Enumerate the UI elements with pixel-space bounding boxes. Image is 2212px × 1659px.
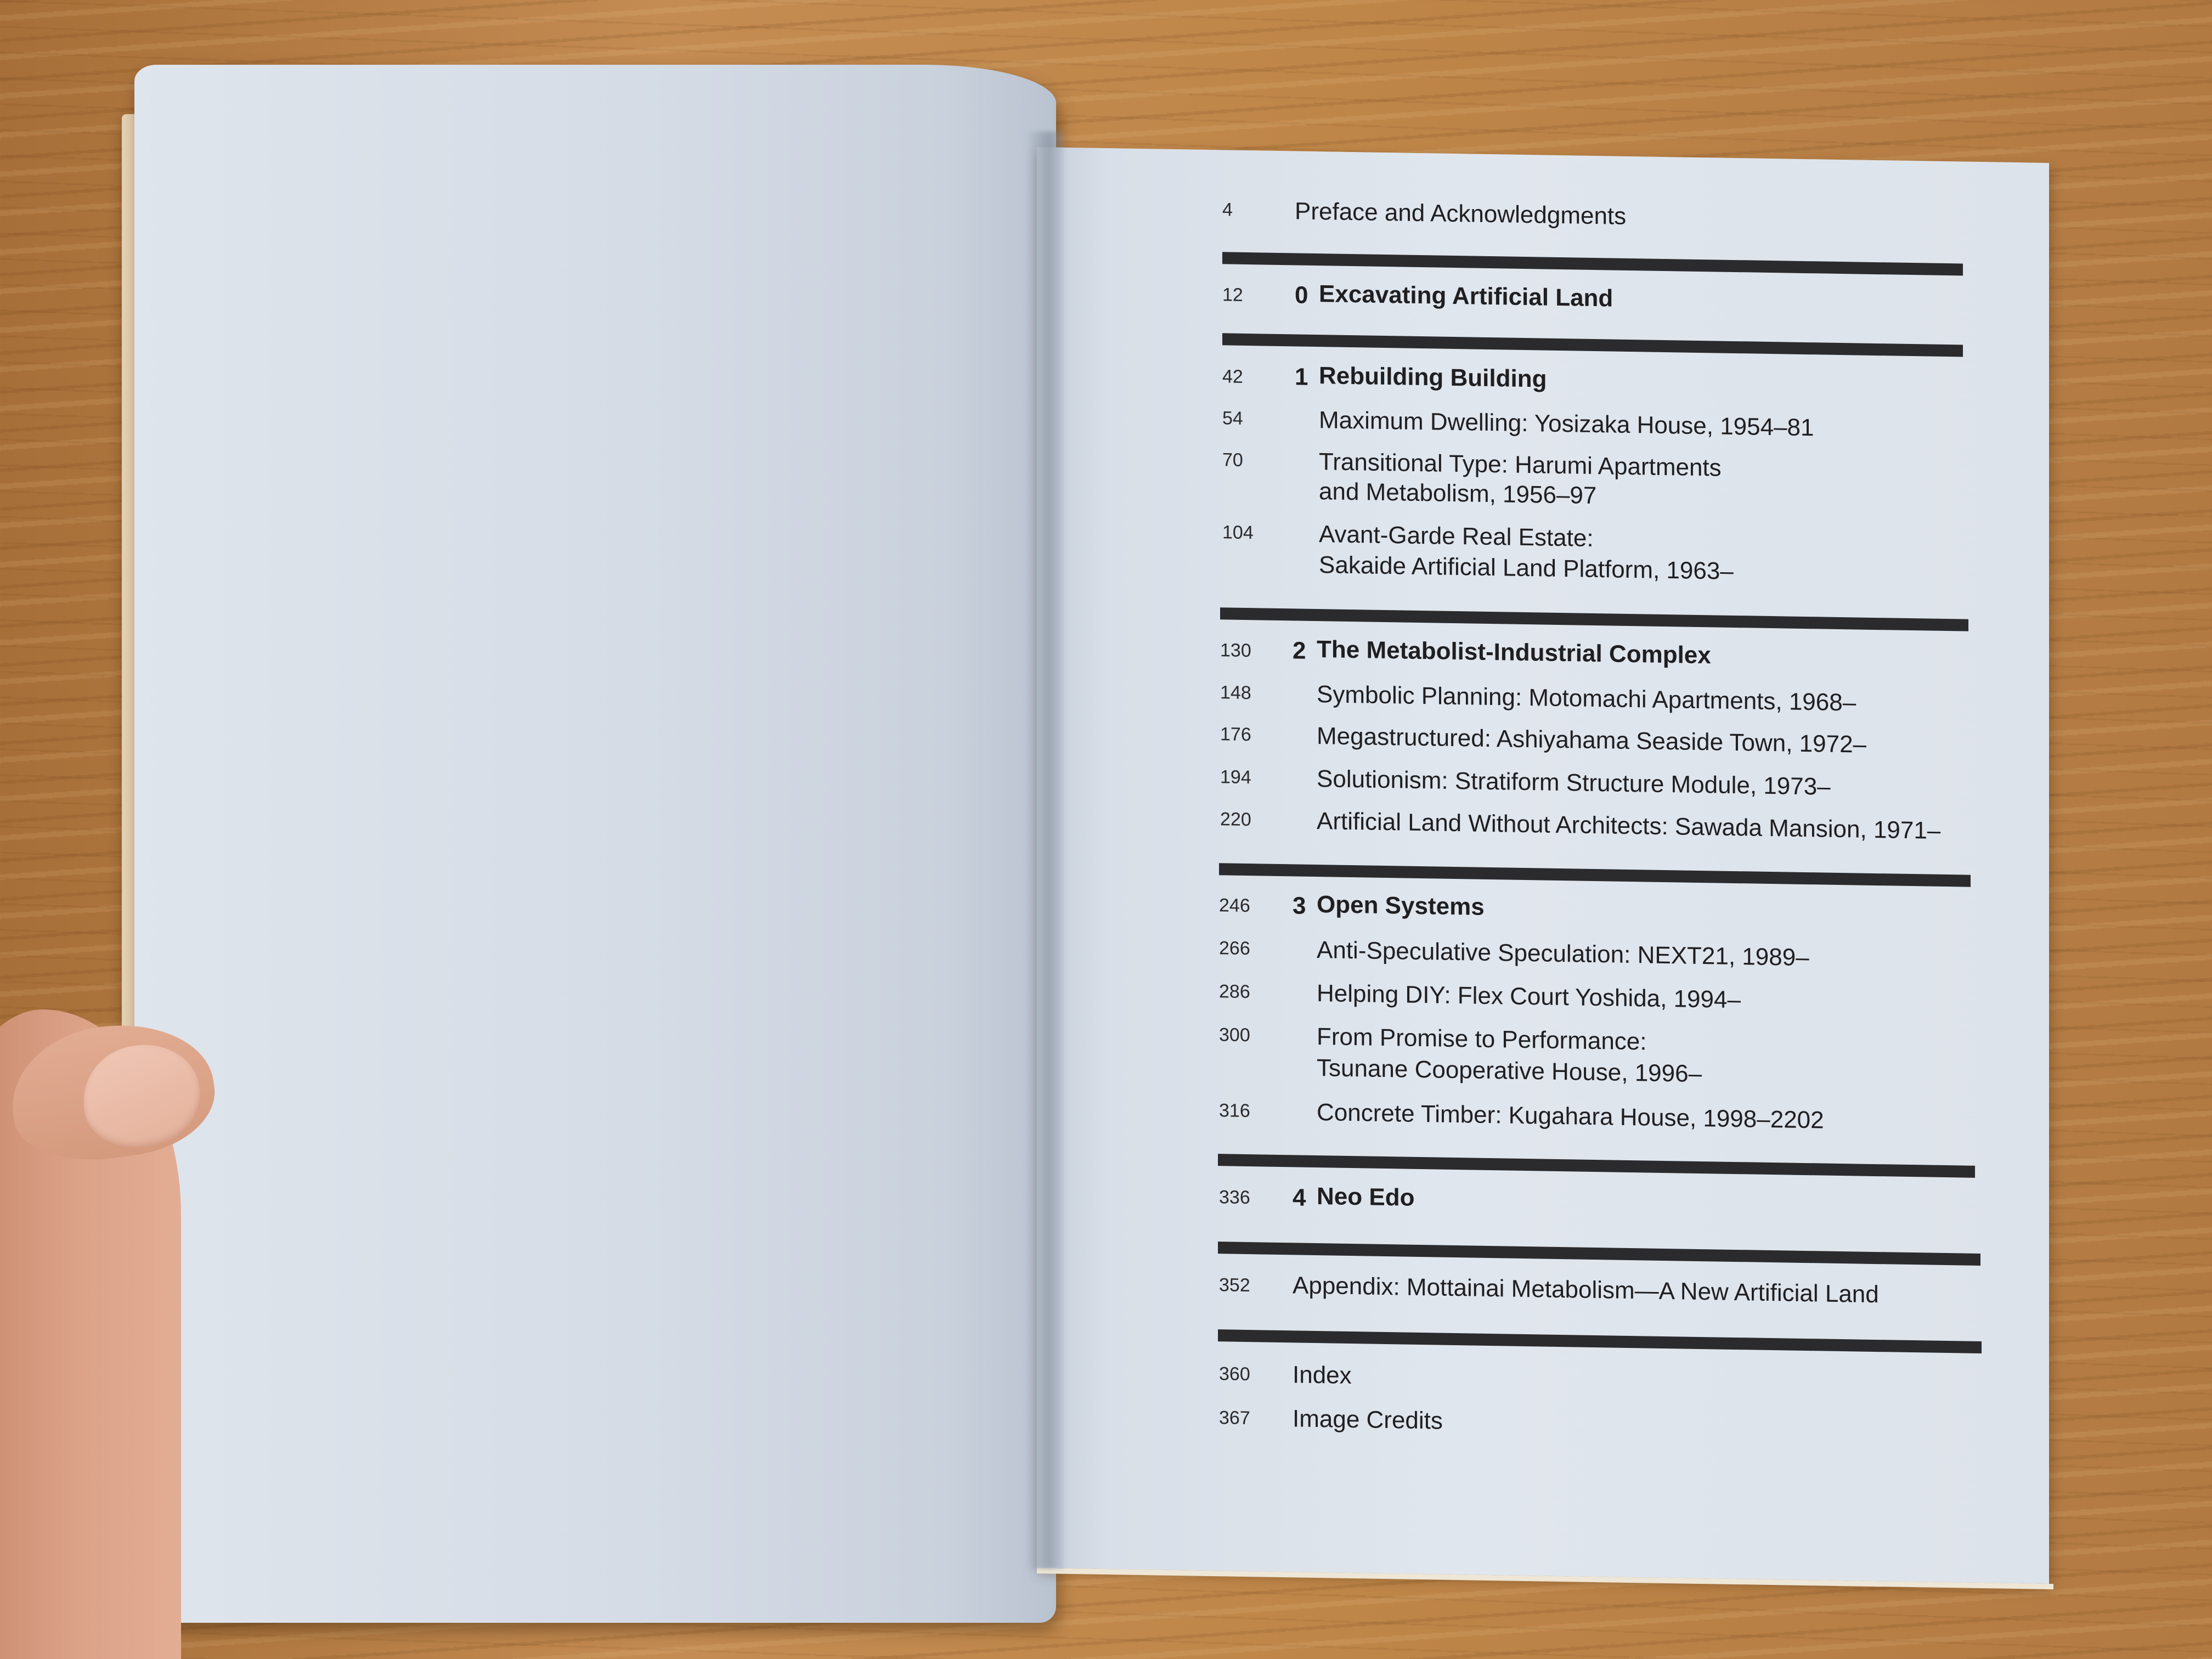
chapter-0-page-number: 12 bbox=[1222, 284, 1243, 306]
entry-page-number: 148 bbox=[1220, 682, 1251, 704]
chapter-3-title: Open Systems bbox=[1317, 891, 1485, 921]
section-divider bbox=[1219, 863, 1971, 887]
entry-title: Anti-Speculative Speculation: NEXT21, 1989– bbox=[1317, 936, 1809, 972]
chapter-2-number: 2 bbox=[1293, 637, 1306, 664]
credits-title: Image Credits bbox=[1293, 1405, 1443, 1435]
entry-title: Avant-Garde Real Estate: bbox=[1319, 521, 1594, 552]
book-gutter-shadow bbox=[1026, 132, 1064, 1569]
entry-title: Transitional Type: Harumi Apartments bbox=[1319, 448, 1722, 482]
entry-page-number: 176 bbox=[1220, 724, 1251, 746]
section-divider bbox=[1222, 333, 1963, 357]
contents-page bbox=[1037, 147, 2049, 1584]
entry-title: Artificial Land Without Architects: Sawada Mansion, 1971– bbox=[1317, 808, 1941, 844]
entry-page-number: 104 bbox=[1222, 522, 1254, 544]
entry-title: Megastructured: Ashiyahama Seaside Town, 1972– bbox=[1317, 723, 1867, 758]
chapter-3-number: 3 bbox=[1293, 892, 1306, 919]
chapter-1-page-number: 42 bbox=[1222, 366, 1243, 387]
entry-title: Solutionism: Stratiform Structure Module, 1973– bbox=[1317, 765, 1831, 800]
entry-title-continued: Sakaide Artificial Land Platform, 1963– bbox=[1319, 551, 1734, 585]
chapter-0-number: 0 bbox=[1295, 281, 1308, 309]
entry-page-number: 220 bbox=[1220, 809, 1251, 831]
section-divider bbox=[1220, 607, 1968, 631]
entry-page-number: 286 bbox=[1219, 981, 1250, 1003]
index-title: Index bbox=[1293, 1361, 1352, 1390]
chapter-4-title: Neo Edo bbox=[1317, 1183, 1415, 1211]
entry-title-continued: and Metabolism, 1956–97 bbox=[1319, 478, 1597, 510]
entry-page-number: 266 bbox=[1219, 938, 1250, 960]
entry-page-number: 316 bbox=[1219, 1100, 1250, 1122]
chapter-4-number: 4 bbox=[1293, 1184, 1306, 1211]
chapter-3-page-number: 246 bbox=[1219, 895, 1250, 917]
credits-page-number: 367 bbox=[1219, 1407, 1250, 1429]
preface-page-number: 4 bbox=[1222, 199, 1233, 221]
chapter-1-number: 1 bbox=[1295, 363, 1308, 391]
appendix-page-number: 352 bbox=[1219, 1274, 1250, 1296]
entry-title: Maximum Dwelling: Yosizaka House, 1954–81 bbox=[1319, 407, 1814, 442]
section-divider bbox=[1222, 252, 1963, 275]
blank-left-page bbox=[134, 65, 1056, 1623]
entry-page-number: 194 bbox=[1220, 766, 1251, 788]
chapter-0-title: Excavating Artificial Land bbox=[1319, 280, 1613, 312]
entry-title: Symbolic Planning: Motomachi Apartments, 1968– bbox=[1317, 681, 1857, 716]
section-divider bbox=[1218, 1329, 1982, 1353]
section-divider bbox=[1218, 1154, 1975, 1178]
appendix-title: Appendix: Mottainai Metabolism—A New Artificial Land bbox=[1293, 1272, 1879, 1308]
entry-page-number: 70 bbox=[1222, 449, 1243, 471]
chapter-4-page-number: 336 bbox=[1219, 1187, 1250, 1209]
entry-page-number: 300 bbox=[1219, 1024, 1250, 1046]
chapter-1-title: Rebuilding Building bbox=[1319, 362, 1547, 393]
table-of-contents bbox=[1037, 147, 2049, 1584]
entry-page-number: 54 bbox=[1222, 408, 1243, 429]
chapter-2-title: The Metabolist-Industrial Complex bbox=[1317, 636, 1711, 669]
entry-title: From Promise to Performance: bbox=[1317, 1023, 1647, 1056]
entry-title: Concrete Timber: Kugahara House, 1998–2202 bbox=[1317, 1099, 1824, 1134]
entry-title-continued: Tsunane Cooperative House, 1996– bbox=[1317, 1054, 1702, 1088]
index-page-number: 360 bbox=[1219, 1363, 1250, 1385]
chapter-2-page-number: 130 bbox=[1220, 640, 1251, 662]
section-divider bbox=[1218, 1242, 1980, 1266]
preface-title: Preface and Acknowledgments bbox=[1295, 198, 1627, 230]
entry-title: Helping DIY: Flex Court Yoshida, 1994– bbox=[1317, 980, 1741, 1014]
